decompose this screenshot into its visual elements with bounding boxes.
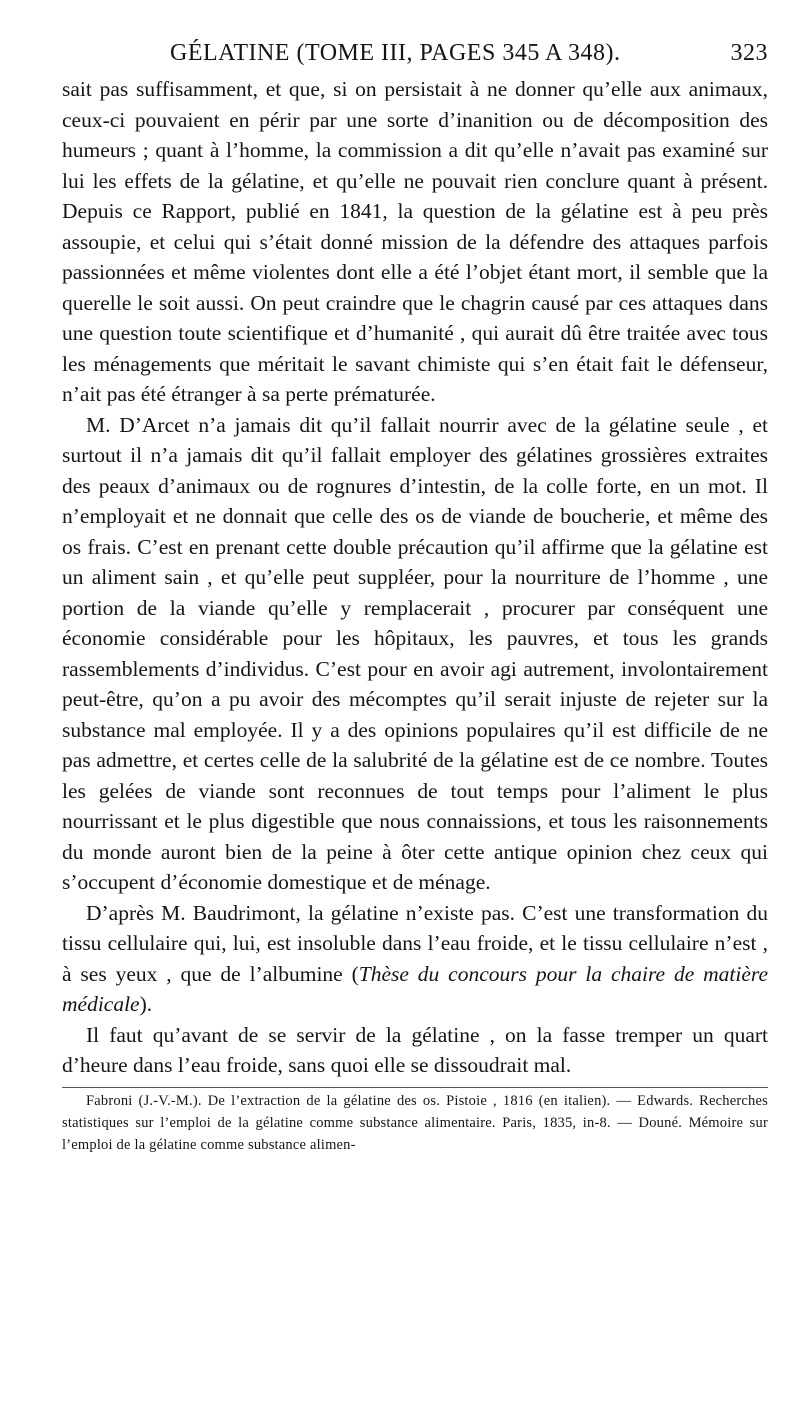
- body-text: [62, 74, 768, 1081]
- paragraph: Il faut qu’avant de se servir de la gélatine , on la fasse tremper un quart d’heure dans l’eau froide, sans quoi elle se dissoudrait mal.: [62, 1022, 768, 1077]
- footnotes: [62, 1088, 768, 1156]
- footnote-text: Fabroni (J.-V.-M.). De l’extraction de la gélatine des os. Pistoie , 1816 (en italien). — Edwards. Recherches statistiques sur l’emploi de la gélatine comme substance alimentaire. Paris, 1835, in-8. — Douné. Mémoire sur l’emploi de la gélatine comme substance alimen-: [62, 1092, 768, 1153]
- running-head-title: GÉLATINE (TOME III, PAGES 345 A 348).: [170, 40, 621, 66]
- running-head: [62, 40, 768, 74]
- paragraph: sait pas suffisamment, et que, si on persistait à ne donner qu’elle aux animaux, ceux-ci pouvaient en périr par une sorte d’inanition ou de décomposition des humeurs ; quant à l’homme, la commission a dit qu’elle n’avait pas examiné sur lui les effets de la gélatine, et qu’elle ne pouvait rien conclure quant à présent. Depuis ce Rapport, publié en 1841, la question de la gélatine est à peu près assoupie, et celui qui s’était donné mission de la défendre des attaques parfois passionnées et même violentes dont elle a été l’objet étant mort, il semble que la querelle le soit aussi. On peut craindre que le chagrin causé par ces attaques dans une question toute scientifique et d’humanité , qui aurait dû être traitée avec tous les ménagements que méritait le savant chimiste qui s’en était fait le défenseur, n’ait pas été étranger à sa perte prématurée.: [62, 77, 768, 406]
- paragraph: M. D’Arcet n’a jamais dit qu’il fallait nourrir avec de la gélatine seule , et surtout il n’a jamais dit qu’il fallait employer des gélatines grossières extraites des peaux d’animaux ou de rognures d’intestin, de la colle forte, en un mot. Il n’employait et ne donnait que celle des os de viande de boucherie, et même des os frais. C’est en prenant cette double précaution qu’il affirme que la gélatine est un aliment sain , et qu’elle peut suppléer, pour la nourriture de l’homme , une portion de la viande qu’elle y remplacerait , procurer par conséquent une économie considérable pour les hôpitaux, les pauvres, et tous les grands rassemblements d’individus. C’est pour en avoir agi autrement, involontairement peut-être, qu’on a pu avoir des mécomptes qu’il serait injuste de rejeter sur la substance mal employée. Il y a des opinions populaires qu’il est difficile de ne pas admettre, et certes celle de la salubrité de la gélatine est de ce nombre. Toutes les gelées de viande sont reconnues de tout temps pour l’aliment le plus nourrissant et le plus digestible que nous connaissions, et tous les raisonnements du monde auront bien de la peine à ôter cette antique opinion chez ceux qui s’occupent d’économie domestique et de ménage.: [62, 412, 768, 894]
- page-number: 323: [730, 40, 768, 66]
- paragraph-text: D’après M. Baudrimont, la gélatine n’existe pas. C’est une transformation du tissu cellulaire qui, lui, est insoluble dans l’eau froide, et le tissu cellulaire n’est , à ses yeux , que de l’albumine (: [62, 900, 768, 986]
- paragraph: [62, 898, 768, 1020]
- paragraph-text-end: ).: [139, 992, 153, 1016]
- thesis-title-italic: Thèse du concours pour la chaire de matière médicale: [62, 961, 768, 1016]
